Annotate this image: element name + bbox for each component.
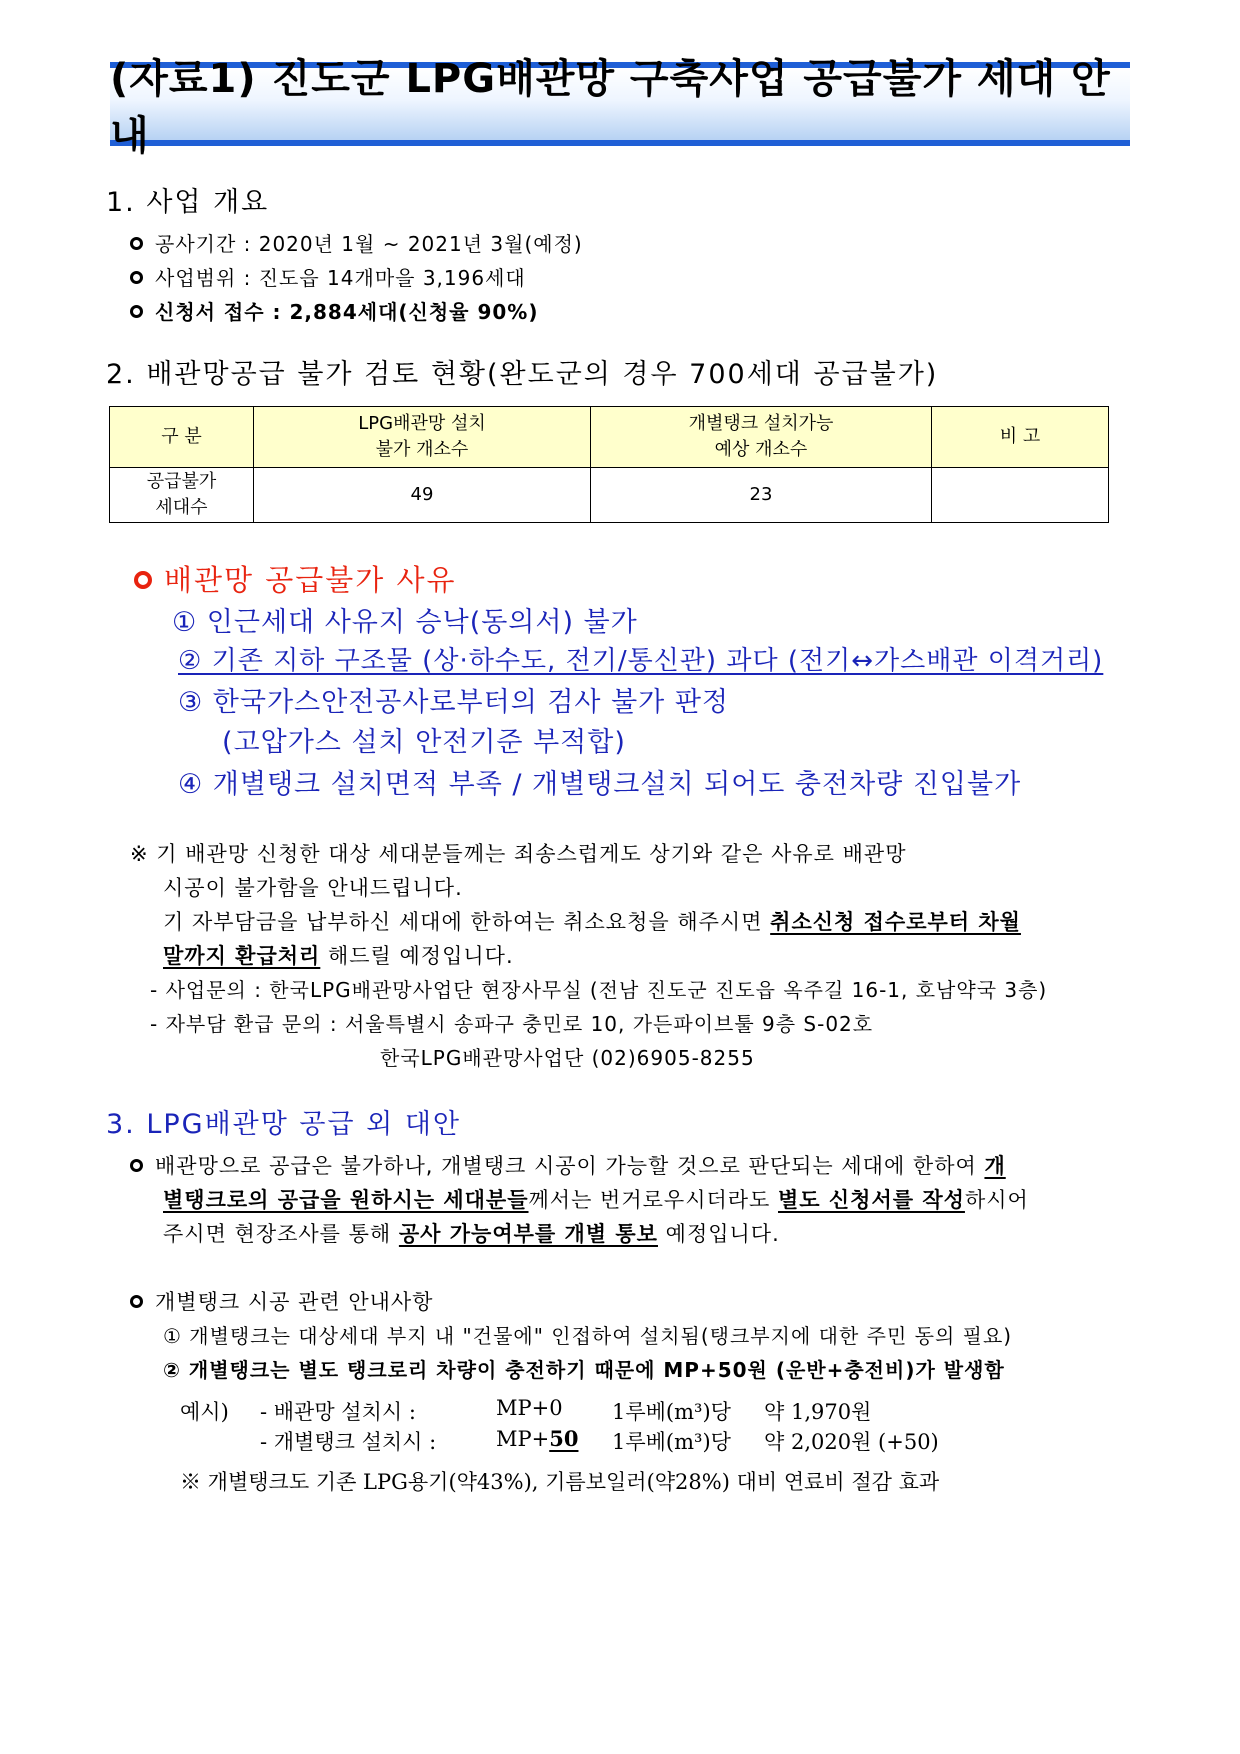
example-row-label: - 개별탱크 설치시 :: [260, 1430, 437, 1454]
contact-line: - 자부담 환급 문의 : 서울특별시 송파구 충민로 10, 가든파이브툴 9층 S-02호: [150, 1012, 874, 1036]
table-header-cell: LPG배관망 설치 불가 개소수: [254, 407, 591, 468]
section1-heading: 1. 사업 개요: [106, 187, 270, 218]
reason-item: ① 인근세대 사유지 승낙(동의서) 불가: [172, 607, 638, 638]
alternative-paragraph: 주시면 현장조사를 통해 공사 가능여부를 개별 통보 예정입니다.: [163, 1222, 780, 1246]
circle-bullet-icon: [134, 571, 152, 589]
table-header-cell: 개별탱크 설치가능 예상 개소수: [591, 407, 932, 468]
section2-heading: 2. 배관망공급 불가 검토 현황(완도군의 경우 700세대 공급불가): [106, 359, 939, 390]
notice-line: 말까지 환급처리 해드릴 예정입니다.: [163, 944, 514, 968]
tank-item: ② 개별탱크는 별도 탱크로리 차량이 충전하기 때문에 MP+50원 (운반+충전비)가 발생함: [163, 1358, 1005, 1382]
reason-item: ④ 개별탱크 설치면적 부족 / 개별탱크설치 되어도 충전차량 진입불가: [178, 769, 1022, 800]
reason-item: ② 기존 지하 구조물 (상·하수도, 전기/통신관) 과다 (전기↔가스배관 이격거리): [178, 646, 1104, 676]
contact-line: 한국LPG배관망사업단 (02)6905-8255: [380, 1046, 755, 1070]
example-label: 예시): [180, 1400, 229, 1424]
table-cell-tank: 23: [591, 468, 932, 523]
table-header-cell: 비 고: [932, 407, 1109, 468]
section1-item: 사업범위 : 진도읍 14개마을 3,196세대: [130, 262, 526, 291]
section3-heading: 3. LPG배관망 공급 외 대안: [106, 1109, 461, 1140]
circle-bullet-icon: [130, 237, 143, 250]
table-row-label: 공급불가 세대수: [110, 468, 254, 523]
section1-item: 공사기간 : 2020년 1월 ~ 2021년 3월(예정): [130, 228, 583, 257]
tank-item: ① 개별탱크는 대상세대 부지 내 "건물에" 인접하여 설치됨(탱크부지에 대한 주민 동의 필요): [163, 1324, 1013, 1348]
circle-bullet-icon: [130, 1159, 143, 1172]
contact-line: - 사업문의 : 한국LPG배관망사업단 현장사무실 (전남 진도군 진도읍 옥주길 16-1, 호남약국 3층): [150, 978, 1048, 1002]
notice-line: 기 자부담금을 납부하신 세대에 한하여는 취소요청을 해주시면 취소신청 접수로부터 차월: [163, 910, 1021, 934]
status-table: [109, 406, 1109, 523]
example-mp: MP+0: [496, 1396, 563, 1420]
notice-line: 시공이 불가함을 안내드립니다.: [163, 876, 463, 900]
circle-bullet-icon: [130, 305, 143, 318]
title-banner: [110, 56, 1130, 159]
example-unit: 1루베(m³)당: [612, 1400, 731, 1424]
example-mp: MP+50: [496, 1426, 579, 1451]
example-price: 약 2,020원 (+50): [764, 1430, 939, 1454]
tank-heading: 개별탱크 시공 관련 안내사항: [130, 1286, 433, 1316]
table-row: [110, 468, 1109, 523]
section1-item: 신청서 접수 : 2,884세대(신청율 90%): [130, 296, 538, 325]
circle-bullet-icon: [130, 271, 143, 284]
example-row-label: - 배관망 설치시 :: [260, 1400, 416, 1424]
reason-item: ③ 한국가스안전공사로부터의 검사 불가 판정: [178, 687, 730, 718]
table-cell-note: [932, 468, 1109, 523]
alternative-paragraph: 별탱크로의 공급을 원하시는 세대분들께서는 번거로우시더라도 별도 신청서를 작성하시어: [163, 1188, 1029, 1212]
table-cell-pipeline: 49: [254, 468, 591, 523]
footnote: ※ 개별탱크도 기존 LPG용기(약43%), 기름보일러(약28%) 대비 연료비 절감 효과: [180, 1470, 940, 1494]
reasons-title: 배관망 공급불가 사유: [134, 558, 457, 599]
circle-bullet-icon: [130, 1295, 143, 1308]
reason-item: (고압가스 설치 안전기준 부적합): [222, 727, 626, 758]
notice-line: ※ 기 배관망 신청한 대상 세대분들께는 죄송스럽게도 상기와 같은 사유로 배관망: [130, 842, 907, 866]
alternative-paragraph: 배관망으로 공급은 불가하나, 개별탱크 시공이 가능할 것으로 판단되는 세대에 한하여 개: [130, 1150, 1006, 1180]
table-header-cell: 구 분: [110, 407, 254, 468]
document-title: (자료1) 진도군 LPG배관망 구축사업 공급불가 세대 안내: [110, 56, 1111, 159]
example-price: 약 1,970원: [764, 1400, 872, 1424]
example-unit: 1루베(m³)당: [612, 1430, 731, 1454]
table-header-row: [110, 407, 1109, 468]
